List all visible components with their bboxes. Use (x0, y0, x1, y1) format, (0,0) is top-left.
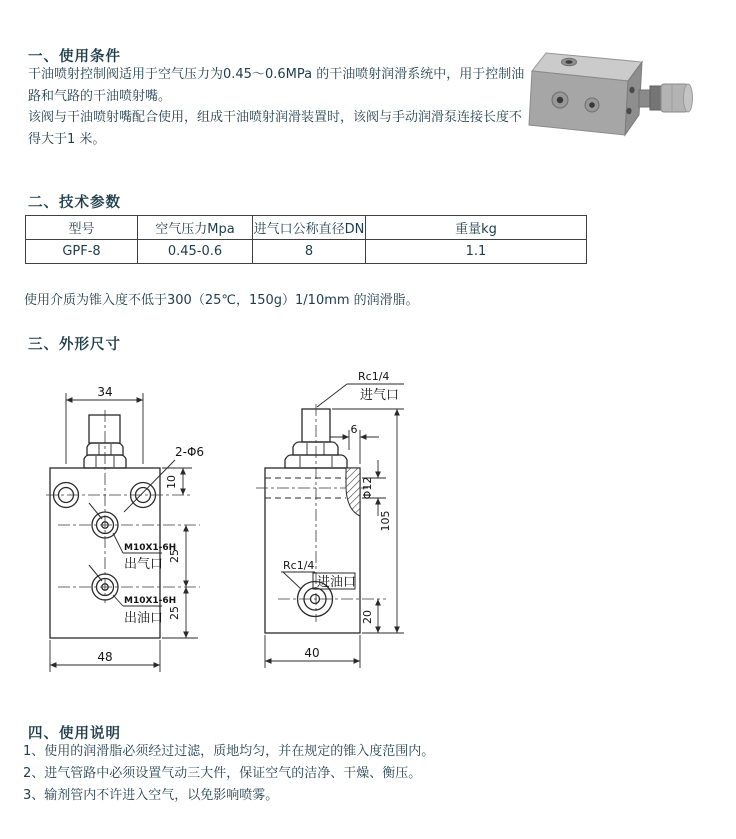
valve-front-face (529, 71, 628, 135)
air-outlet-thread-label: M10X1-6H (124, 543, 177, 553)
dim-25-label-1: 25 (168, 549, 181, 563)
fitting-hex-nut (650, 86, 661, 110)
dim-34-label: 34 (97, 385, 113, 399)
front-cap-outline (89, 415, 120, 443)
section-params-heading: 二、技术参数 (28, 195, 121, 211)
usage-paragraph-2: 该阀与干油喷射嘴配合使用，组成干油喷射润滑装置时，该阀与手动润滑泵连接长度不得大于1 米。 (28, 110, 523, 147)
cell-inlet-diameter: 8 (253, 240, 366, 264)
params-table-data-row (26, 240, 587, 264)
dim-48-label: 48 (97, 650, 113, 664)
oil-inlet-name-label: 进油口 (317, 575, 357, 590)
params-table-header-row (26, 216, 587, 240)
dim-6-label: 6 (350, 423, 358, 436)
oil-outlet-port (89, 565, 118, 600)
air-outlet-port (89, 503, 118, 538)
top-port-hole-bore (566, 60, 573, 64)
threaded-fitting (639, 84, 693, 112)
cell-model: GPF-8 (26, 240, 138, 264)
product-photo (512, 33, 730, 157)
fitting-neck (639, 90, 650, 107)
grease-note: 使用介质为锥入度不低于300（25℃，150g）1/10mm 的润滑脂。 (24, 293, 419, 308)
side-hole-1 (629, 87, 634, 93)
dimension-drawings (20, 360, 460, 680)
side-hole-2 (626, 108, 631, 114)
cell-air-pressure: 0.45-0.6 (138, 240, 253, 264)
fitting-cap-end (684, 84, 693, 112)
cell-weight: 1.1 (366, 240, 587, 264)
section-notes-heading: 四、使用说明 (28, 726, 121, 742)
dim-25-pair (162, 525, 198, 638)
air-inlet-thread-label: Rc1/4 (358, 370, 390, 383)
instruction-item-3: 3、输剂管内不许进入空气，以免影响喷雾。 (23, 788, 279, 803)
side-body-outline (265, 468, 360, 633)
oil-outlet-name-label: 出油口 (124, 611, 164, 626)
dim-34 (66, 393, 143, 464)
holes-2xd6-label: 2-Φ6 (175, 445, 205, 459)
dim-20-label: 20 (361, 610, 374, 624)
dim-25-label-2: 25 (168, 606, 181, 620)
front-view-drawing (46, 393, 200, 672)
oil-outlet-thread-label: M10X1-6H (124, 596, 177, 606)
dim-phi12-label: Φ12 (361, 476, 374, 500)
air-outlet-name-label: 出气口 (124, 557, 164, 572)
hatched-section (346, 468, 360, 516)
instruction-item-1: 1、使用的润滑脂必须经过过滤，质地均匀，并在规定的锥入度范围内。 (23, 744, 435, 759)
col-header-air-pressure: 空气压力Mpa (138, 216, 253, 240)
oil-inlet-thread-label: Rc1/4 (283, 559, 315, 572)
usage-paragraph-1: 干油喷射控制阀适用于空气压力为0.45～0.6MPa 的干油喷射润滑系统中，用于控制油路和气路的干油喷射嘴。 (28, 67, 525, 104)
section-usage-heading: 一、使用条件 (28, 49, 121, 65)
section-dims-heading: 三、外形尺寸 (28, 337, 121, 353)
col-header-model: 型号 (26, 216, 138, 240)
col-header-weight: 重量kg (366, 216, 587, 240)
instruction-item-2: 2、进气管路中必须设置气动三大件，保证空气的洁净、干燥、衡压。 (23, 766, 422, 781)
dim-105-label: 105 (379, 510, 392, 532)
front-port-bore-2 (589, 102, 595, 108)
dim-105 (332, 409, 404, 633)
col-header-inlet-diameter: 进气口公称直径DN (253, 216, 366, 240)
usage-paragraphs (28, 64, 533, 150)
air-inlet-name-label: 进气口 (360, 388, 400, 403)
front-port-bore-1 (557, 97, 563, 103)
dim-40-label: 40 (304, 646, 320, 660)
dim-10-label: 10 (165, 475, 178, 489)
side-hex-nut-1 (293, 442, 338, 455)
usage-instructions-list (23, 741, 583, 807)
params-table (25, 215, 587, 264)
